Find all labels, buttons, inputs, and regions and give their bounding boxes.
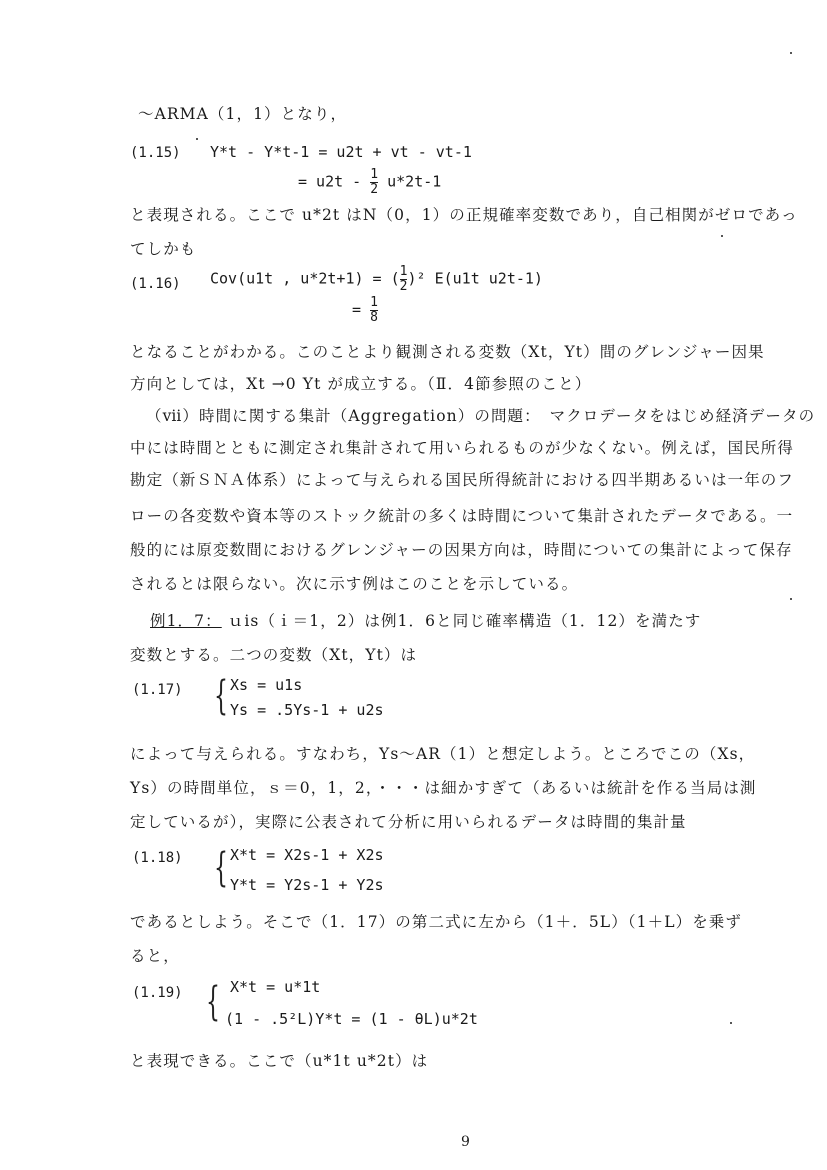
- text-line-13: 変数とする。二つの変数（Xt，Yt）は: [130, 646, 418, 664]
- equation-1-17-row-1: Xs = u1s: [230, 676, 303, 694]
- equation-1-16-row-1-tail: )² E(u1t u2t-1): [407, 269, 543, 288]
- equation-1-16-row-2: [352, 296, 378, 324]
- text-line-10: 般的には原変数間におけるグレンジャーの因果方向は，時間についての集計によって保存: [130, 541, 793, 559]
- equation-1-19-row-1: X*t = u*1t: [230, 978, 321, 996]
- equation-1-15-row-2: [298, 168, 441, 196]
- text-line-18: ると，: [130, 947, 180, 965]
- equation-label-1-17: (1.17): [132, 682, 183, 698]
- page-number: 9: [461, 1134, 470, 1150]
- equation-1-18-row-1: X*t = X2s-1 + X2s: [230, 846, 384, 864]
- text-line-7: 中には時間とともに測定され集計されて用いられるものが少なくない。例えば，国民所得: [130, 439, 795, 457]
- fraction-denominator: 2: [399, 278, 408, 294]
- fraction-one-eighth: [370, 296, 378, 324]
- equation-1-16-row-1-head: Cov(u1t , u*2t+1) = (: [210, 269, 400, 288]
- equation-1-18-row-2: Y*t = Y2s-1 + Y2s: [230, 876, 384, 894]
- left-brace-icon: {: [214, 845, 228, 891]
- equation-1-17-row-2: Ys = .5Ys-1 + u2s: [230, 701, 384, 719]
- equation-label-1-19: (1.19): [132, 985, 183, 1001]
- text-line-11: されるとは限らない。次に示す例はこのことを示している。: [130, 575, 579, 593]
- text-line-15: Ys）の時間単位，ｓ＝0，1，2，・・・は細かすぎて（あるいは統計を作る当局は測: [130, 779, 757, 797]
- fraction-numerator: 1: [370, 295, 378, 310]
- text-line-3: てしかも: [130, 240, 197, 258]
- equation-label-1-16: (1.16): [130, 276, 181, 292]
- fraction-one-half: [370, 168, 378, 196]
- text-line-17: であるとしよう。そこで（1．17）の第二式に左から（1＋．5L）（1＋L）を乗ず: [130, 913, 743, 931]
- text-line-5: 方向としては，Xt →0 Yt が成立する。（Ⅱ．4節参照のこと）: [130, 375, 592, 393]
- text-line-2: と表現される。ここで u*2t はN（0，1）の正規確率変数であり，自己相関がゼロであっ: [130, 206, 798, 224]
- fraction-denominator: 2: [370, 181, 379, 197]
- fraction-numerator: 1: [370, 167, 379, 182]
- equation-label-1-15: (1.15): [130, 145, 181, 161]
- example-text: ｕis（ｉ＝1，2）は例1．6と同じ確率構造（1．12）を満たす: [227, 612, 702, 630]
- equals-sign: =: [352, 300, 362, 319]
- text-line-14: によって与えられる。すなわち，Ys～AR（1）と想定しよう。ところでこの（Xs，: [130, 745, 756, 763]
- scan-speck: [790, 598, 792, 600]
- equation-1-19-row-2: (1 - .5²L)Y*t = (1 - θL)u*2t: [225, 1010, 478, 1028]
- text-line-6: （ⅶ）時間に関する集計（Aggregation）の問題： マクロデータをはじめ経済データの: [146, 407, 816, 425]
- scan-speck: [790, 52, 792, 54]
- example-line: [150, 609, 701, 631]
- left-brace-icon: {: [206, 979, 220, 1025]
- fraction-denominator: 8: [370, 309, 378, 325]
- text-line-9: ローの各変数や資本等のストック統計の多くは時間について集計されたデータである。一: [130, 507, 794, 525]
- left-brace-icon: {: [214, 673, 228, 719]
- equation-1-15-row-2-head: = u2t -: [298, 172, 371, 191]
- scan-speck: [721, 235, 723, 237]
- example-label: 例1．7：: [150, 612, 222, 630]
- text-line-16: 定しているが），実際に公表されて分析に用いられるデータは時間的集計量: [130, 813, 687, 831]
- scan-speck: [730, 1022, 732, 1024]
- equation-1-16-row-1: [210, 265, 543, 293]
- equation-1-15-row-1: Y*t - Y*t-1 = u2t + vt - vt-1: [210, 143, 472, 161]
- text-line-4: となることがわかる。このことより観測される変数（Xt，Yt）間のグレンジャー因果: [130, 343, 765, 361]
- text-line-8: 勘定（新ＳＮＡ体系）によって与えられる国民所得統計における四半期あるいは一年のフ: [130, 471, 795, 489]
- fraction-numerator: 1: [399, 264, 408, 279]
- equation-1-15-row-2-tail: u*2t-1: [378, 172, 442, 191]
- text-line-1: ～ARMA（1，1）となり，: [138, 105, 348, 123]
- text-line-19: と表現できる。ここで（u*1t u*2t）は: [130, 1052, 429, 1070]
- equation-label-1-18: (1.18): [132, 850, 183, 866]
- scan-speck: [196, 138, 198, 140]
